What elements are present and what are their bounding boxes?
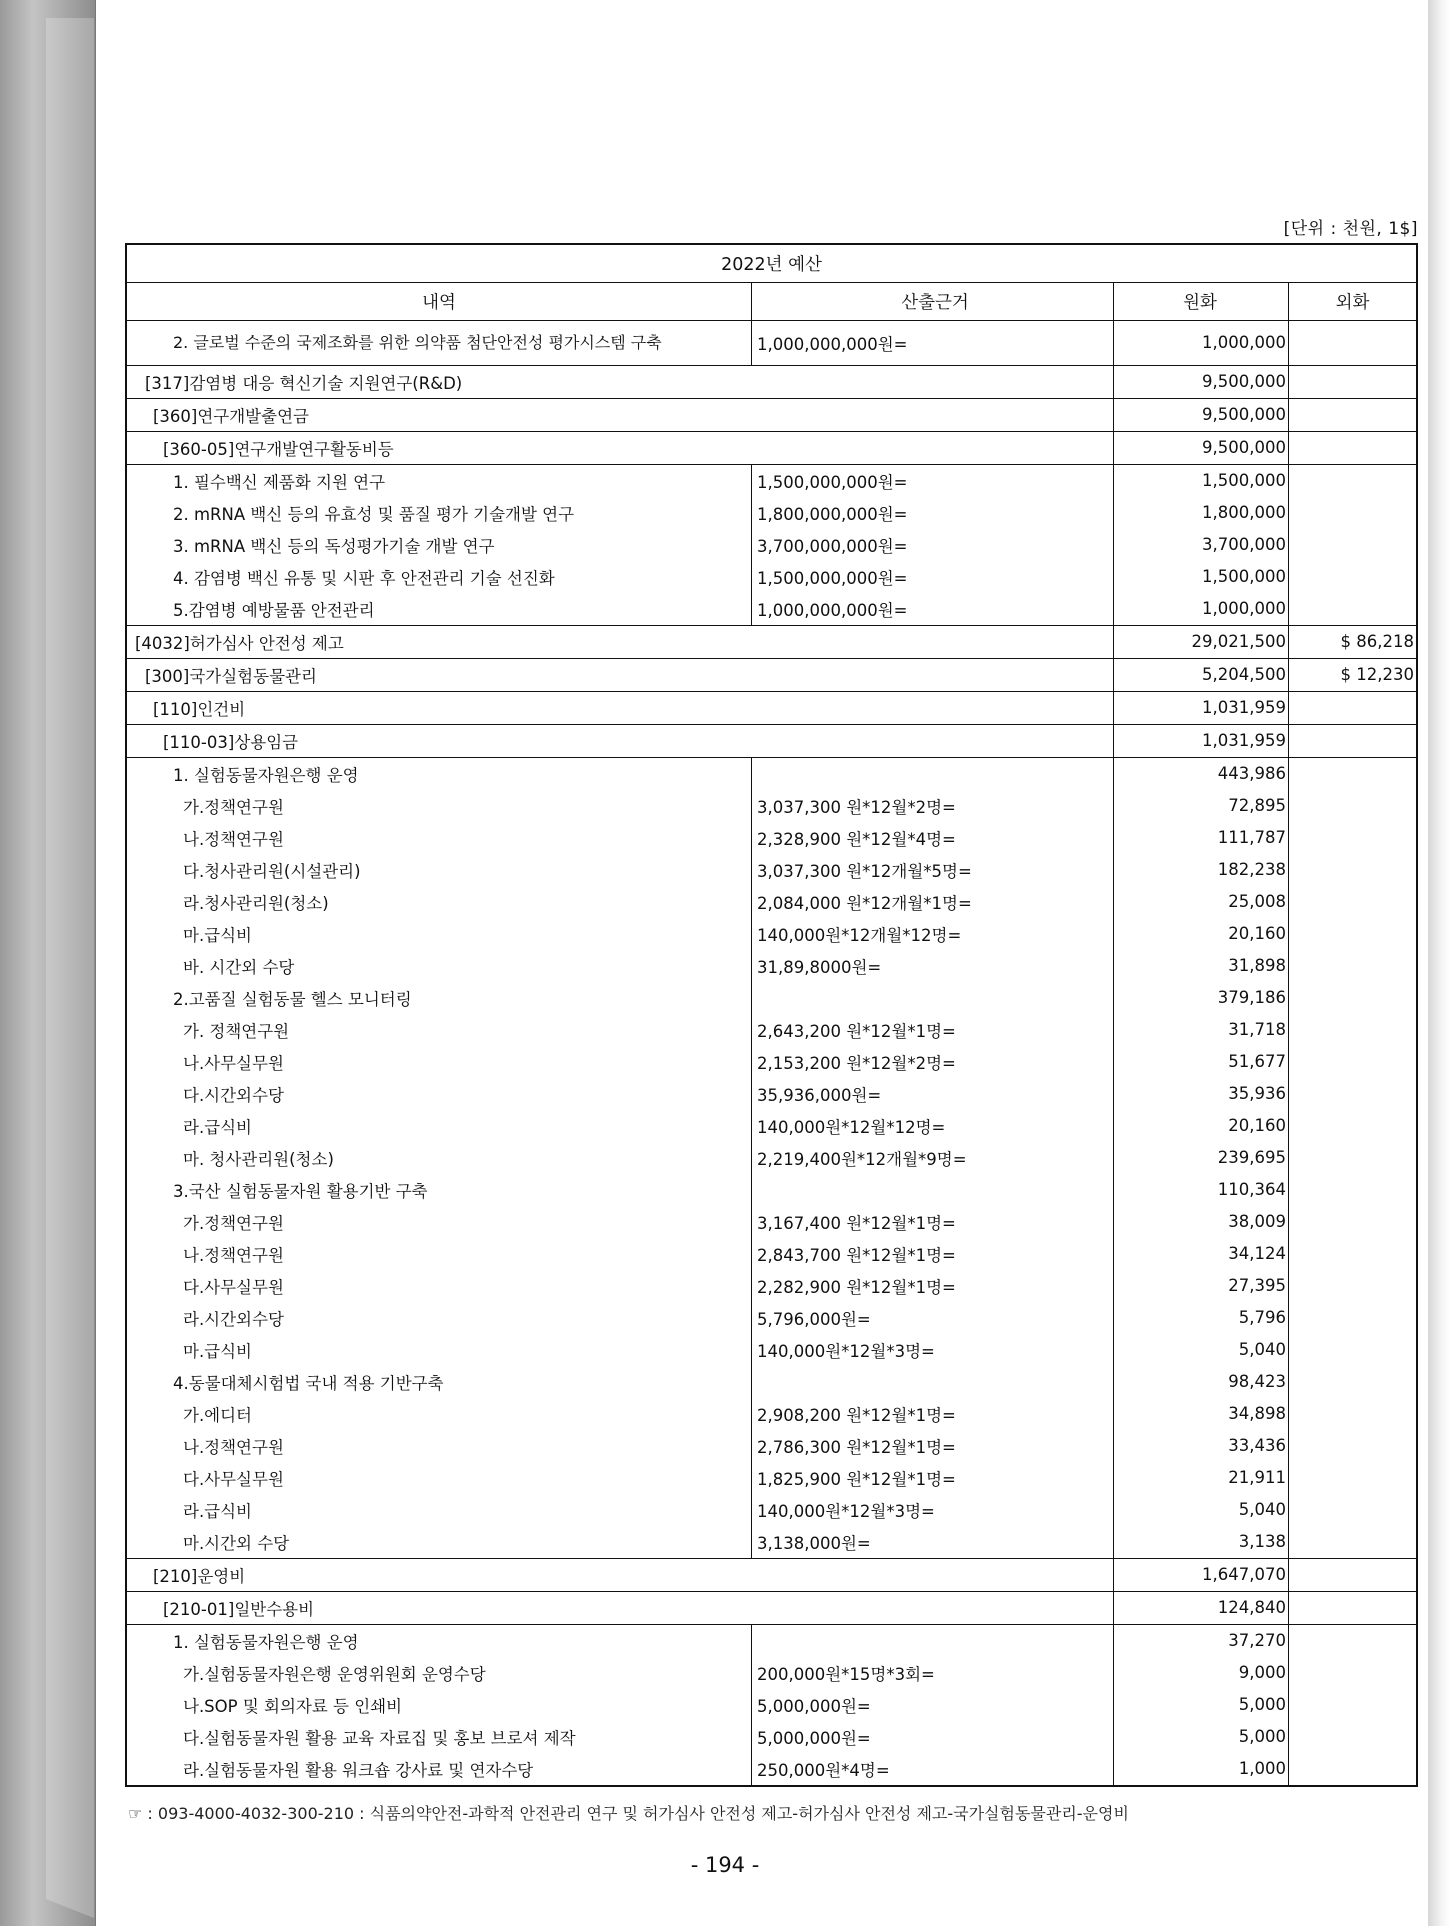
row-basis: 2,908,200 원*12월*1명= — [752, 1398, 1114, 1430]
row-desc: 3.국산 실험동물자원 활용기반 구축 — [126, 1174, 752, 1206]
row-basis — [752, 1366, 1114, 1398]
unit-label: [단위 : 천원, 1$] — [1283, 219, 1418, 239]
row-basis: 1,500,000,000원= — [752, 561, 1114, 593]
row-fx — [1289, 1334, 1418, 1366]
row-krw: 31,898 — [1114, 950, 1289, 982]
row-fx — [1289, 1753, 1418, 1786]
row-fx — [1289, 1494, 1418, 1526]
row-basis: 200,000원*15명*3회= — [752, 1657, 1114, 1689]
column-header-krw: 원화 — [1114, 282, 1289, 320]
table-row — [126, 918, 1417, 950]
book-spine-edge — [46, 18, 94, 1918]
row-desc: [360-05]연구개발연구활동비등 — [126, 431, 1114, 464]
row-krw: 34,124 — [1114, 1238, 1289, 1270]
table-row — [126, 1398, 1417, 1430]
row-krw: 38,009 — [1114, 1206, 1289, 1238]
row-desc: 나.정책연구원 — [126, 822, 752, 854]
row-desc: [110]인건비 — [126, 691, 1114, 724]
row-fx — [1289, 497, 1418, 529]
table-row — [126, 625, 1417, 658]
row-desc: 1. 필수백신 제품화 지원 연구 — [126, 464, 752, 497]
row-desc: 가.실험동물자원은행 운영위원회 운영수당 — [126, 1657, 752, 1689]
row-desc: 2. 글로벌 수준의 국제조화를 위한 의약품 첨단안전성 평가시스템 구축 — [126, 320, 752, 365]
row-fx — [1289, 790, 1418, 822]
row-krw: 124,840 — [1114, 1591, 1289, 1624]
table-row — [126, 431, 1417, 464]
row-basis: 2,786,300 원*12월*1명= — [752, 1430, 1114, 1462]
row-krw: 3,700,000 — [1114, 529, 1289, 561]
table-row — [126, 854, 1417, 886]
row-fx — [1289, 950, 1418, 982]
row-fx — [1289, 1657, 1418, 1689]
table-row — [126, 1238, 1417, 1270]
row-fx — [1289, 1142, 1418, 1174]
row-basis: 3,167,400 원*12월*1명= — [752, 1206, 1114, 1238]
row-basis — [752, 1624, 1114, 1657]
row-krw: 5,040 — [1114, 1494, 1289, 1526]
row-desc: 다.시간외수당 — [126, 1078, 752, 1110]
table-row — [126, 886, 1417, 918]
row-desc: 다.청사관리원(시설관리) — [126, 854, 752, 886]
row-basis: 3,037,300 원*12월*2명= — [752, 790, 1114, 822]
row-desc: [360]연구개발출연금 — [126, 398, 1114, 431]
row-basis: 1,000,000,000원= — [752, 320, 1114, 365]
row-basis — [752, 982, 1114, 1014]
row-desc: 나.정책연구원 — [126, 1238, 752, 1270]
row-fx — [1289, 1689, 1418, 1721]
row-fx — [1289, 1174, 1418, 1206]
row-fx — [1289, 982, 1418, 1014]
row-krw: 20,160 — [1114, 918, 1289, 950]
row-krw: 443,986 — [1114, 757, 1289, 790]
row-desc: 나.사무실무원 — [126, 1046, 752, 1078]
row-desc: 1. 실험동물자원은행 운영 — [126, 757, 752, 790]
row-desc: 라.시간외수당 — [126, 1302, 752, 1334]
row-krw: 5,000 — [1114, 1721, 1289, 1753]
table-row — [126, 1753, 1417, 1786]
row-fx — [1289, 561, 1418, 593]
row-krw: 35,936 — [1114, 1078, 1289, 1110]
row-fx — [1289, 886, 1418, 918]
row-krw: 9,500,000 — [1114, 398, 1289, 431]
row-krw: 27,395 — [1114, 1270, 1289, 1302]
table-row — [126, 1014, 1417, 1046]
table-row — [126, 1721, 1417, 1753]
row-krw: 5,204,500 — [1114, 658, 1289, 691]
row-desc: 라.실험동물자원 활용 워크숍 강사료 및 연자수당 — [126, 1753, 752, 1786]
row-basis: 35,936,000원= — [752, 1078, 1114, 1110]
row-basis: 140,000원*12월*12명= — [752, 1110, 1114, 1142]
row-desc: 가.정책연구원 — [126, 1206, 752, 1238]
row-fx — [1289, 1046, 1418, 1078]
row-desc: 다.실험동물자원 활용 교육 자료집 및 홍보 브로셔 제작 — [126, 1721, 752, 1753]
row-krw: 34,898 — [1114, 1398, 1289, 1430]
row-desc: 가. 정책연구원 — [126, 1014, 752, 1046]
footnote: ☞ : 093-4000-4032-300-210 : 식품의약안전-과학적 안전관리 연구 및 허가심사 안전성 제고-허가심사 안전성 제고-국가실험동물관리-운영비 — [128, 1804, 1129, 1823]
row-krw: 1,647,070 — [1114, 1558, 1289, 1591]
row-fx — [1289, 1591, 1418, 1624]
row-krw: 98,423 — [1114, 1366, 1289, 1398]
row-krw: 5,000 — [1114, 1689, 1289, 1721]
row-fx — [1289, 1558, 1418, 1591]
row-basis: 1,825,900 원*12월*1명= — [752, 1462, 1114, 1494]
table-row — [126, 1206, 1417, 1238]
table-row — [126, 398, 1417, 431]
row-krw: 3,138 — [1114, 1526, 1289, 1559]
table-row — [126, 464, 1417, 497]
row-desc: 3. mRNA 백신 등의 독성평가기술 개발 연구 — [126, 529, 752, 561]
row-fx — [1289, 593, 1418, 626]
row-basis: 2,843,700 원*12월*1명= — [752, 1238, 1114, 1270]
row-krw: 29,021,500 — [1114, 625, 1289, 658]
row-basis: 1,500,000,000원= — [752, 464, 1114, 497]
row-desc: 나.정책연구원 — [126, 1430, 752, 1462]
row-fx — [1289, 1624, 1418, 1657]
row-fx — [1289, 822, 1418, 854]
year-header: 2022년 예산 — [126, 244, 1417, 282]
row-fx — [1289, 691, 1418, 724]
column-header-desc: 내역 — [126, 282, 752, 320]
table-row — [126, 950, 1417, 982]
row-krw: 1,000 — [1114, 1753, 1289, 1786]
row-fx — [1289, 365, 1418, 398]
table-row — [126, 1624, 1417, 1657]
table-body — [126, 320, 1417, 1786]
row-krw: 1,031,959 — [1114, 724, 1289, 757]
table-row — [126, 1142, 1417, 1174]
row-basis: 3,700,000,000원= — [752, 529, 1114, 561]
table-row — [126, 1430, 1417, 1462]
row-basis: 1,000,000,000원= — [752, 593, 1114, 626]
row-fx — [1289, 1462, 1418, 1494]
row-krw: 1,000,000 — [1114, 320, 1289, 365]
table-row — [126, 320, 1417, 365]
row-fx — [1289, 1270, 1418, 1302]
row-krw: 9,500,000 — [1114, 431, 1289, 464]
row-fx — [1289, 1526, 1418, 1559]
row-basis: 1,800,000,000원= — [752, 497, 1114, 529]
table-row — [126, 497, 1417, 529]
row-fx — [1289, 398, 1418, 431]
row-fx — [1289, 1238, 1418, 1270]
row-desc: [210]운영비 — [126, 1558, 1114, 1591]
table-row — [126, 529, 1417, 561]
row-fx — [1289, 1430, 1418, 1462]
row-basis: 250,000원*4명= — [752, 1753, 1114, 1786]
table-row — [126, 982, 1417, 1014]
row-fx — [1289, 854, 1418, 886]
row-desc: 바. 시간외 수당 — [126, 950, 752, 982]
row-fx — [1289, 1302, 1418, 1334]
table-row — [126, 1334, 1417, 1366]
table-row — [126, 1302, 1417, 1334]
row-krw: 9,500,000 — [1114, 365, 1289, 398]
row-desc: 다.사무실무원 — [126, 1462, 752, 1494]
page-edge-shadow — [1428, 0, 1450, 1926]
table-row — [126, 593, 1417, 626]
row-desc: [210-01]일반수용비 — [126, 1591, 1114, 1624]
row-fx — [1289, 724, 1418, 757]
row-desc: 4. 감염병 백신 유통 및 시판 후 안전관리 기술 선진화 — [126, 561, 752, 593]
row-fx — [1289, 1398, 1418, 1430]
row-fx — [1289, 529, 1418, 561]
row-fx — [1289, 1721, 1418, 1753]
table-row — [126, 1558, 1417, 1591]
table-row — [126, 1657, 1417, 1689]
row-desc: 1. 실험동물자원은행 운영 — [126, 1624, 752, 1657]
table-row — [126, 1270, 1417, 1302]
row-krw: 21,911 — [1114, 1462, 1289, 1494]
table-row — [126, 561, 1417, 593]
row-fx — [1289, 431, 1418, 464]
row-basis: 2,084,000 원*12개월*1명= — [752, 886, 1114, 918]
row-basis — [752, 757, 1114, 790]
table-row — [126, 1110, 1417, 1142]
row-krw: 111,787 — [1114, 822, 1289, 854]
row-desc: 4.동물대체시험법 국내 적용 기반구축 — [126, 1366, 752, 1398]
table-row — [126, 365, 1417, 398]
row-fx — [1289, 1206, 1418, 1238]
row-desc: 2.고품질 실험동물 헬스 모니터링 — [126, 982, 752, 1014]
row-desc: 가.에디터 — [126, 1398, 752, 1430]
row-basis: 140,000원*12월*3명= — [752, 1334, 1114, 1366]
page-number: - 194 - — [690, 1853, 760, 1877]
row-desc: 가.정책연구원 — [126, 790, 752, 822]
row-desc: 2. mRNA 백신 등의 유효성 및 품질 평가 기술개발 연구 — [126, 497, 752, 529]
row-basis: 140,000원*12월*3명= — [752, 1494, 1114, 1526]
row-fx — [1289, 918, 1418, 950]
row-fx — [1289, 1366, 1418, 1398]
row-desc: 마.급식비 — [126, 1334, 752, 1366]
row-basis: 3,037,300 원*12개월*5명= — [752, 854, 1114, 886]
row-desc: 나.SOP 및 회의자료 등 인쇄비 — [126, 1689, 752, 1721]
row-krw: 110,364 — [1114, 1174, 1289, 1206]
row-fx — [1289, 1014, 1418, 1046]
row-krw: 1,500,000 — [1114, 561, 1289, 593]
row-krw: 31,718 — [1114, 1014, 1289, 1046]
table-row — [126, 1494, 1417, 1526]
row-desc: [4032]허가심사 안전성 제고 — [126, 625, 1114, 658]
table-row — [126, 691, 1417, 724]
row-desc: 라.청사관리원(청소) — [126, 886, 752, 918]
row-desc: 5.감염병 예방물품 안전관리 — [126, 593, 752, 626]
row-basis: 2,643,200 원*12월*1명= — [752, 1014, 1114, 1046]
row-krw: 25,008 — [1114, 886, 1289, 918]
row-desc: 마.시간외 수당 — [126, 1526, 752, 1559]
budget-table — [125, 243, 1418, 1787]
column-header-basis: 산출근거 — [752, 282, 1114, 320]
table-row — [126, 658, 1417, 691]
row-basis: 3,138,000원= — [752, 1526, 1114, 1559]
row-krw: 1,800,000 — [1114, 497, 1289, 529]
row-basis — [752, 1174, 1114, 1206]
row-fx — [1289, 757, 1418, 790]
row-krw: 182,238 — [1114, 854, 1289, 886]
row-desc: 라.급식비 — [126, 1110, 752, 1142]
row-basis: 5,000,000원= — [752, 1721, 1114, 1753]
row-fx — [1289, 1078, 1418, 1110]
row-basis: 2,219,400원*12개월*9명= — [752, 1142, 1114, 1174]
table-row — [126, 1046, 1417, 1078]
row-basis: 5,796,000원= — [752, 1302, 1114, 1334]
row-basis: 2,328,900 원*12월*4명= — [752, 822, 1114, 854]
column-header-fx: 외화 — [1289, 282, 1418, 320]
row-desc: 마. 청사관리원(청소) — [126, 1142, 752, 1174]
row-krw: 5,040 — [1114, 1334, 1289, 1366]
row-basis: 5,000,000원= — [752, 1689, 1114, 1721]
row-krw: 1,000,000 — [1114, 593, 1289, 626]
row-krw: 1,500,000 — [1114, 464, 1289, 497]
table-row — [126, 757, 1417, 790]
row-krw: 1,031,959 — [1114, 691, 1289, 724]
table-row — [126, 1366, 1417, 1398]
row-desc: [300]국가실험동물관리 — [126, 658, 1114, 691]
table-row — [126, 724, 1417, 757]
table-row — [126, 822, 1417, 854]
row-basis: 2,153,200 원*12월*2명= — [752, 1046, 1114, 1078]
row-krw: 9,000 — [1114, 1657, 1289, 1689]
row-krw: 20,160 — [1114, 1110, 1289, 1142]
row-krw: 37,270 — [1114, 1624, 1289, 1657]
table-row — [126, 1591, 1417, 1624]
row-krw: 379,186 — [1114, 982, 1289, 1014]
row-basis: 31,89,8000원= — [752, 950, 1114, 982]
row-desc: 마.급식비 — [126, 918, 752, 950]
row-fx: $ 12,230 — [1289, 658, 1418, 691]
row-krw: 239,695 — [1114, 1142, 1289, 1174]
row-krw: 72,895 — [1114, 790, 1289, 822]
row-krw: 33,436 — [1114, 1430, 1289, 1462]
row-krw: 5,796 — [1114, 1302, 1289, 1334]
row-fx: $ 86,218 — [1289, 625, 1418, 658]
table-row — [126, 1462, 1417, 1494]
table-row — [126, 1174, 1417, 1206]
row-basis: 140,000원*12개월*12명= — [752, 918, 1114, 950]
row-fx — [1289, 464, 1418, 497]
row-fx — [1289, 1110, 1418, 1142]
row-desc: 라.급식비 — [126, 1494, 752, 1526]
row-krw: 51,677 — [1114, 1046, 1289, 1078]
row-desc: [110-03]상용임금 — [126, 724, 1114, 757]
row-basis: 2,282,900 원*12월*1명= — [752, 1270, 1114, 1302]
table-row — [126, 790, 1417, 822]
row-fx — [1289, 320, 1418, 365]
row-desc: [317]감염병 대응 혁신기술 지원연구(R&D) — [126, 365, 1114, 398]
table-row — [126, 1689, 1417, 1721]
table-row — [126, 1078, 1417, 1110]
table-row — [126, 1526, 1417, 1559]
row-desc: 다.사무실무원 — [126, 1270, 752, 1302]
